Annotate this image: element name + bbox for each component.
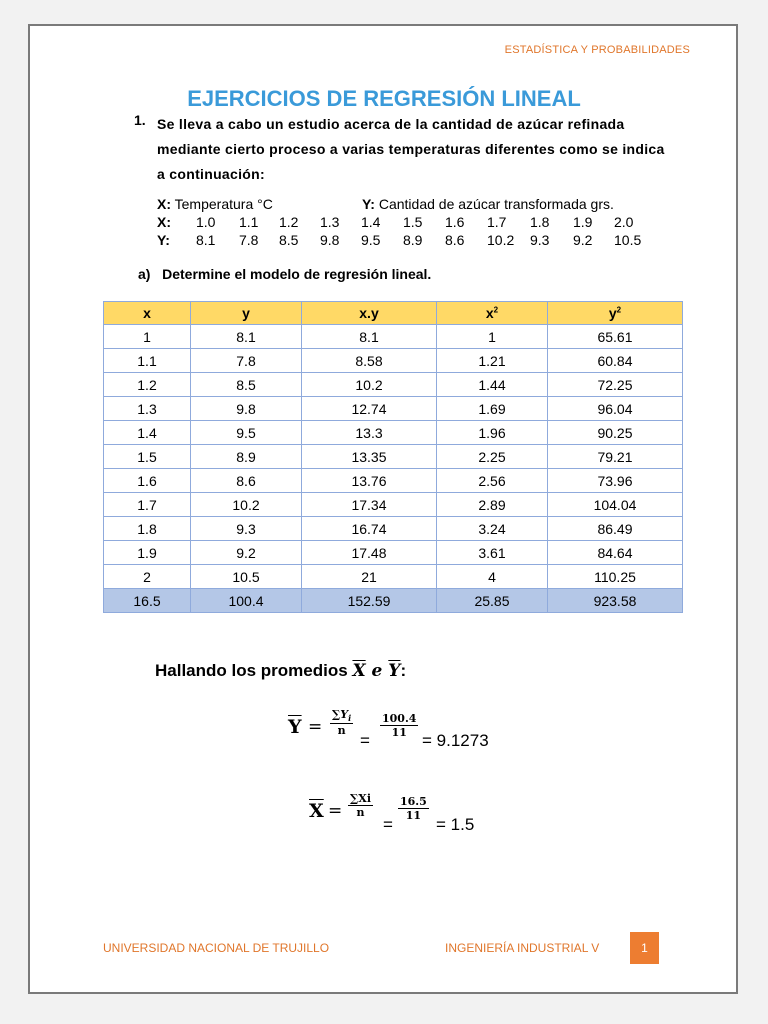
course-header: ESTADÍSTICA Y PROBABILIDADES [504, 44, 690, 56]
table-cell: 1.5 [104, 445, 191, 469]
x-variable-label: X: [157, 196, 171, 212]
col-header-x2: $x^2$ [436, 302, 547, 325]
table-row [104, 421, 683, 445]
page-number: 1 [630, 932, 659, 964]
x-sum-denominator: n [356, 806, 365, 819]
table-cell: 1.21 [436, 349, 547, 373]
table-row [104, 445, 683, 469]
y-value: 8.1 [196, 232, 216, 248]
equals-sign: = [308, 717, 323, 737]
y-value-numerator: 100.4 [382, 712, 417, 725]
x-value-fraction [398, 795, 429, 822]
total-cell: 16.5 [104, 589, 191, 613]
y-value: 9.3 [530, 232, 550, 248]
equals-sign: = [360, 731, 370, 750]
problem-text: Se lleva a cabo un estudio acerca de la cantidad de azúcar refinada mediante cierto proceso a varias temperaturas diferentes como se indica a continuación: [157, 116, 665, 182]
table-cell: 1.2 [104, 373, 191, 397]
x-value: 1.7 [487, 214, 507, 230]
x-value: 1.6 [445, 214, 465, 230]
table-cell: 13.76 [302, 469, 437, 493]
table-cell: 1.6 [104, 469, 191, 493]
table-cell: 1.44 [436, 373, 547, 397]
table-row [104, 325, 683, 349]
y-value-denominator: 11 [391, 726, 407, 739]
table-row [104, 469, 683, 493]
x-value: 1.9 [573, 214, 593, 230]
y-sum-denominator: n [337, 724, 346, 738]
part-a-text: Determine el modelo de regresión lineal. [162, 266, 432, 282]
x-value: 1.0 [196, 214, 216, 230]
x-variable [157, 196, 273, 212]
x-sum-fraction [348, 792, 373, 819]
col-header-x: x [104, 302, 191, 325]
table-cell: 1 [104, 325, 191, 349]
x-value-denominator: 11 [405, 809, 422, 822]
x-row-label: X: [157, 214, 171, 230]
x-value: 1.1 [239, 214, 259, 230]
table-cell: 8.1 [191, 325, 302, 349]
table-cell: 2.89 [436, 493, 547, 517]
y-mean-result: = 9.1273 [422, 731, 489, 750]
table-cell: 79.21 [548, 445, 683, 469]
table-cell: 86.49 [548, 517, 683, 541]
total-cell: 25.85 [436, 589, 547, 613]
y-value: 8.6 [445, 232, 465, 248]
table-cell: 60.84 [548, 349, 683, 373]
table-cell: 7.8 [191, 349, 302, 373]
table-cell: 1.3 [104, 397, 191, 421]
table-header-row [104, 302, 683, 325]
table-cell: 2 [104, 565, 191, 589]
table-cell: 96.04 [548, 397, 683, 421]
table-cell: 13.3 [302, 421, 437, 445]
x-value-numerator: 16.5 [400, 795, 427, 808]
y-value: 8.5 [279, 232, 299, 248]
part-a-label: a) [138, 266, 151, 282]
table-cell: 10.2 [302, 373, 437, 397]
table-cell: 17.34 [302, 493, 437, 517]
table-row [104, 565, 683, 589]
table-cell: 90.25 [548, 421, 683, 445]
table-cell: 8.1 [302, 325, 437, 349]
y-value: 7.8 [239, 232, 259, 248]
y-value-fraction [380, 712, 418, 739]
regression-table [103, 301, 683, 613]
x-sum-numerator: ∑Xi [350, 792, 371, 805]
y-variable-label: Y: [362, 196, 375, 212]
table-cell: 2.56 [436, 469, 547, 493]
y-row-label: Y: [157, 232, 170, 248]
table-cell: 1.8 [104, 517, 191, 541]
x-bar-symbol: $\overline{X}$ [309, 800, 324, 822]
table-cell: 1 [436, 325, 547, 349]
x-value: 1.2 [279, 214, 299, 230]
means-heading-symbols: $\overline{X}$ e $\overline{Y}$ [352, 661, 401, 681]
y-value: 8.9 [403, 232, 423, 248]
table-cell: 1.9 [104, 541, 191, 565]
table-cell: 110.25 [548, 565, 683, 589]
y-value: 9.5 [361, 232, 381, 248]
part-a-question [138, 266, 431, 282]
x-value: 1.5 [403, 214, 423, 230]
table-cell: 3.61 [436, 541, 547, 565]
total-cell: 100.4 [191, 589, 302, 613]
equals-sign: = [328, 801, 343, 821]
table-totals-row [104, 589, 683, 613]
page-title: EJERCICIOS DE REGRESIÓN LINEAL [187, 86, 581, 111]
table-cell: 13.35 [302, 445, 437, 469]
means-heading-text: Hallando los promedios [155, 661, 348, 680]
x-mean-result: = 1.5 [436, 815, 475, 834]
y-value: 9.2 [573, 232, 593, 248]
table-cell: 1.1 [104, 349, 191, 373]
table-cell: 65.61 [548, 325, 683, 349]
col-header-y: y [191, 302, 302, 325]
table-cell: 1.4 [104, 421, 191, 445]
means-heading: Hallando los promedios $\overline{X}$ e $\overline{Y}$: [155, 661, 407, 681]
problem-number: 1. [134, 112, 146, 128]
table-cell: 17.48 [302, 541, 437, 565]
y-sum-fraction [330, 708, 353, 737]
equals-sign: = [383, 815, 393, 834]
y-variable-desc: Cantidad de azúcar transformada grs. [378, 196, 614, 212]
table-cell: 3.24 [436, 517, 547, 541]
table-cell: 1.96 [436, 421, 547, 445]
table-cell: 8.58 [302, 349, 437, 373]
table-cell: 73.96 [548, 469, 683, 493]
table-cell: 8.9 [191, 445, 302, 469]
col-header-xy: x.y [302, 302, 437, 325]
col-header-y2: $y^2$ [548, 302, 683, 325]
table-cell: 9.3 [191, 517, 302, 541]
table-cell: 9.2 [191, 541, 302, 565]
y-value: 10.5 [614, 232, 642, 248]
table-cell: 1.69 [436, 397, 547, 421]
table-row [104, 373, 683, 397]
table-cell: 10.2 [191, 493, 302, 517]
table-row [104, 541, 683, 565]
total-cell: 923.58 [548, 589, 683, 613]
table-cell: 1.7 [104, 493, 191, 517]
y-sum-numerator: $\sum Y_i$ [332, 708, 352, 724]
y-value: 10.2 [487, 232, 515, 248]
table-row [104, 517, 683, 541]
total-cell: 152.59 [302, 589, 437, 613]
table-cell: 84.64 [548, 541, 683, 565]
table-cell: 4 [436, 565, 547, 589]
table-cell: 8.6 [191, 469, 302, 493]
table-cell: 72.25 [548, 373, 683, 397]
table-cell: 8.5 [191, 373, 302, 397]
x-value: 1.3 [320, 214, 340, 230]
table-cell: 12.74 [302, 397, 437, 421]
table-cell: 2.25 [436, 445, 547, 469]
table-row [104, 349, 683, 373]
table-cell: 10.5 [191, 565, 302, 589]
table-cell: 9.8 [191, 397, 302, 421]
y-value: 9.8 [320, 232, 340, 248]
table-cell: 104.04 [548, 493, 683, 517]
table-row [104, 397, 683, 421]
y-bar-symbol: $\overline{Y}$ [288, 716, 302, 738]
footer-university: UNIVERSIDAD NACIONAL DE TRUJILLO [103, 941, 330, 955]
x-value: 1.4 [361, 214, 381, 230]
x-value: 2.0 [614, 214, 634, 230]
table-cell: 9.5 [191, 421, 302, 445]
table-cell: 21 [302, 565, 437, 589]
table-row [104, 493, 683, 517]
x-variable-desc: Temperatura °C [174, 196, 273, 212]
y-variable [362, 196, 614, 212]
table-cell: 16.74 [302, 517, 437, 541]
x-value: 1.8 [530, 214, 550, 230]
footer-program: INGENIERÍA INDUSTRIAL V [445, 941, 600, 955]
